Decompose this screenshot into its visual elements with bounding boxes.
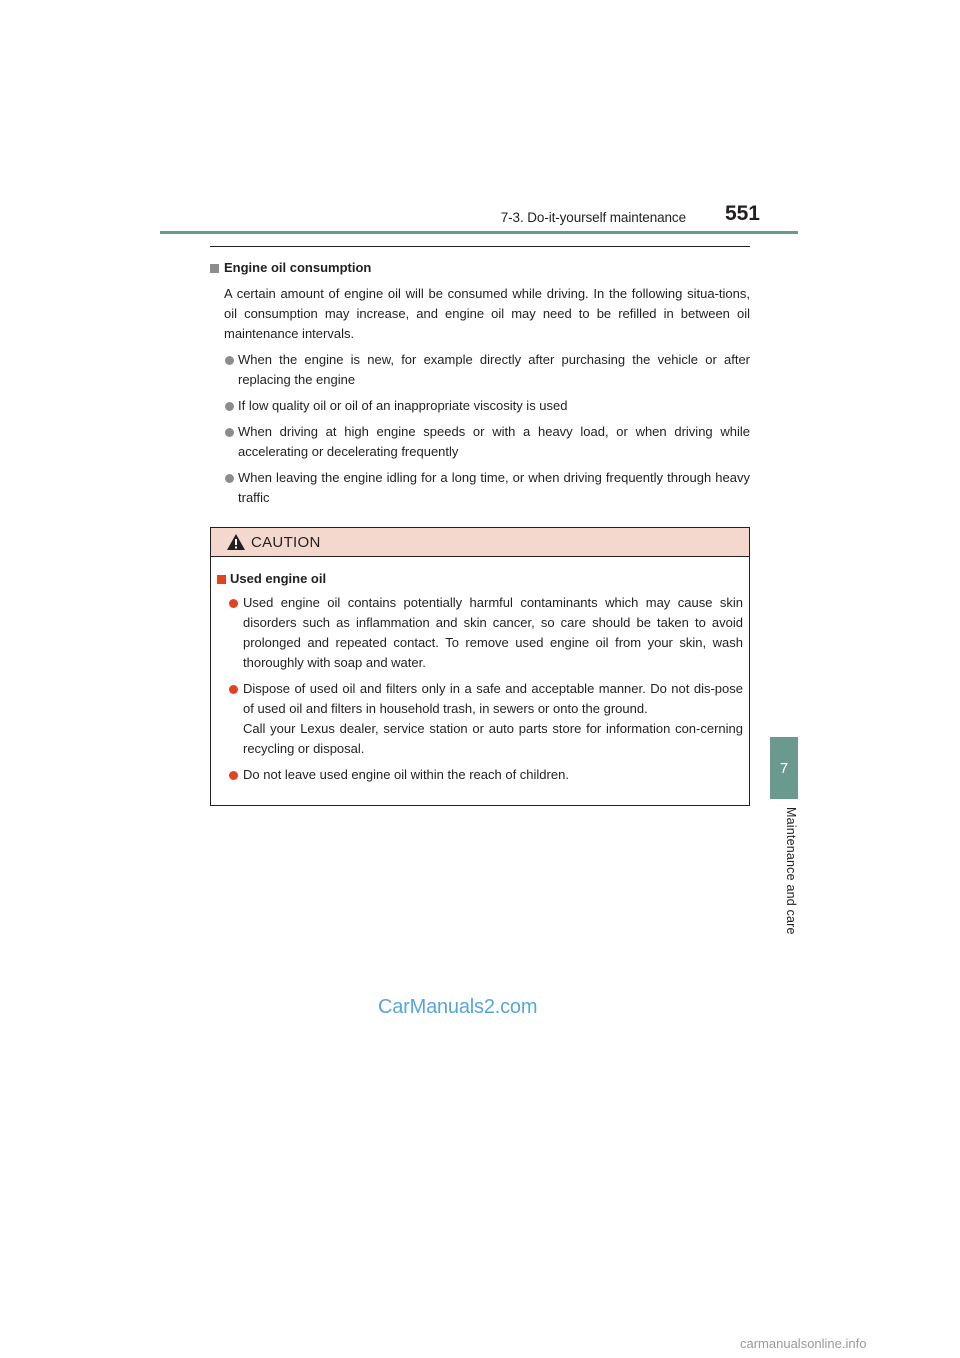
list-item [217,765,743,785]
list-item-text: Call your Lexus dealer, service station or auto parts store for information con-cerning recycling or disposal. [243,721,743,756]
list-item [210,396,750,416]
page-number: 551 [724,202,760,225]
caution-label: CAUTION [251,533,321,551]
circle-bullet-icon [229,599,238,608]
content-top-rule [210,246,750,247]
circle-bullet-icon [229,685,238,694]
list-item-text: When the engine is new, for example directly after purchasing the vehicle or after replacing the engine [238,352,750,387]
watermark-text: CarManuals2.com [378,996,538,1018]
caution-heading-text: Used engine oil [230,571,327,586]
warning-triangle-icon [227,534,245,550]
chapter-label: Maintenance and care [784,807,798,935]
list-item [210,350,750,390]
intro-paragraph: A certain amount of engine oil will be consumed while driving. In the following situa-tions, oil consumption may increase, and engine oil may need to be refilled in between oil maintenance intervals. [224,286,750,341]
page-header [160,202,798,234]
list-item-text: When driving at high engine speeds or with a heavy load, or when driving while accelerating or decelerating frequently [238,424,750,459]
chapter-tab [770,737,798,799]
list-item [217,593,743,673]
circle-bullet-icon [229,771,238,780]
square-bullet-icon [210,264,219,273]
list-item-text: When leaving the engine idling for a long time, or when driving frequently through heavy traffic [238,470,750,505]
caution-box [210,527,750,806]
condition-list [210,350,750,508]
caution-body [211,557,749,805]
list-item [217,679,743,759]
section-title: 7-3. Do-it-yourself maintenance [500,210,686,225]
list-item [210,422,750,462]
engine-oil-section [210,258,750,514]
list-item-text: Do not leave used engine oil within the reach of children. [243,767,569,782]
footer-watermark: carmanualsonline.info [740,1336,867,1351]
list-item [210,468,750,508]
list-item-text: If low quality oil or oil of an inappropriate viscosity is used [238,398,568,413]
caution-header [211,528,749,557]
circle-bullet-icon [225,402,234,411]
list-item-text: Used engine oil contains potentially harmful contaminants which may cause skin disorders such as inflammation and skin cancer, so care should be taken to avoid prolonged and repeated contact. To remove used engine oil from your skin, wash thoroughly with soap and water. [243,595,743,670]
section-heading-text: Engine oil consumption [224,260,372,275]
circle-bullet-icon [225,474,234,483]
square-bullet-icon [217,575,226,584]
caution-list [217,593,743,785]
chapter-number: 7 [779,759,789,777]
caution-heading [217,569,743,589]
circle-bullet-icon [225,356,234,365]
circle-bullet-icon [225,428,234,437]
section-heading [210,258,750,278]
header-rule [160,231,798,234]
list-item-text: Dispose of used oil and filters only in a safe and acceptable manner. Do not dis-pose of used oil and filters in household trash, in sewers or onto the ground. [243,681,743,716]
